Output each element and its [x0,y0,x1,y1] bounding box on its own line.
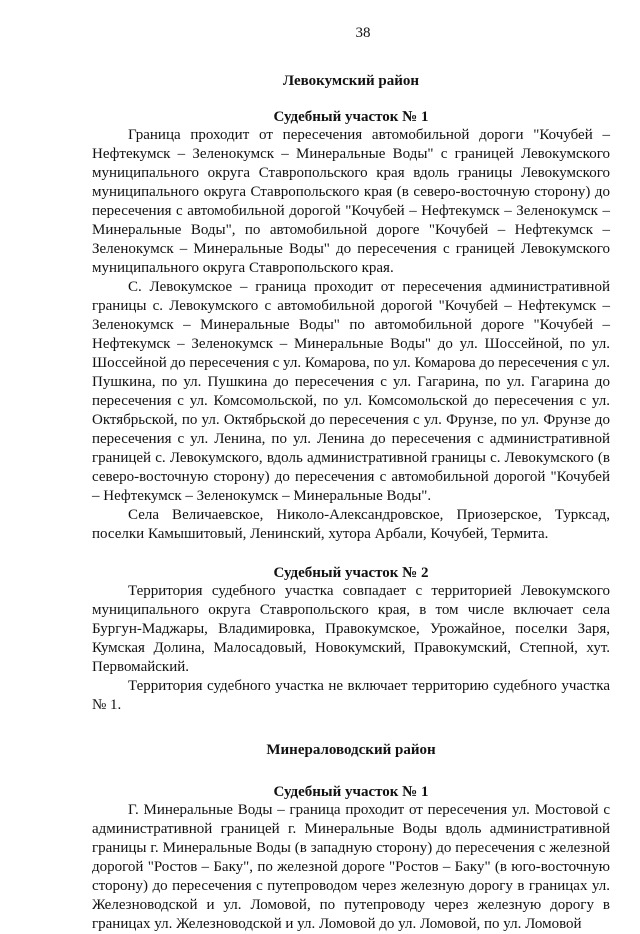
paragraph: Села Величаевское, Николо-Александровское, Приозерское, Турксад, поселки Камышитовый, Ленинский, хутора Арбали, Кочубей, Термита. [92,507,610,542]
paragraph: Г. Минеральные Воды – граница проходит от пересечения ул. Мостовой с административной границей г. Минеральные Воды вдоль административной границы г. Минеральные Воды (в западную сторону) до пересечения с железной дорогой "Ростов – Баку", по железной дороге "Ростов – Баку" (в юго-восточную сторону) до пересечения с путепроводом через железную дорогу в границах ул. Железноводской и ул. Ломовой, по путепроводу через железную дорогу в границах ул. Железноводской и ул. Ломовой до ул. Ломовой, по ул. Ломовой [92,802,610,932]
paragraph: Граница проходит от пересечения автомобильной дороги "Кочубей – Нефтекумск – Зеленокумск – Минеральные Воды" с границей Левокумского муниципального округа Ставропольского края вдоль границы Левокумского муниципального округа Ставропольского края (в северо-восточную сторону) до пересечения с автомобильной дорогой "Кочубей – Нефтекумск – Зеленокумск – Минеральные Воды", по автомобильной дороге "Кочубей – Нефтекумск – Зеленокумск – Минеральные Воды" до пересечения с границей Левокумского муниципального округа Ставропольского края. [92,127,610,276]
plot-heading-mineralovodsky-1: Судебный участок № 1 [273,784,429,800]
plot-heading-levokumsky-2: Судебный участок № 2 [273,565,429,581]
plot-heading-levokumsky-1: Судебный участок № 1 [273,109,429,125]
paragraph: С. Левокумское – граница проходит от пересечения административной границы с. Левокумского с автомобильной дорогой "Кочубей – Нефтекумск – Зеленокумск – Минеральные Воды" по автомобильной дороге "Кочубей – Нефтекумск – Зеленокумск – Минеральные Воды" до ул. Шоссейной, по ул. Шоссейной до пересечения с ул. Комарова, по ул. Комарова до пересечения с ул. Пушкина, по ул. Пушкина до пересечения с ул. Гагарина, по ул. Гагарина до пересечения с ул. Комсомольской, по ул. Комсомольской до пересечения с ул. Октябрьской, по ул. Октябрьской до пересечения с ул. Фрунзе, по ул. Фрунзе до пересечения с ул. Ленина, по ул. Ленина до пересечения с административной границей с. Левокумского, вдоль административной границы с. Левокумского (в северо-восточную сторону) до пересечения с автомобильной дорогой "Кочубей – Нефтекумск – Зеленокумск – Минеральные Воды". [92,279,610,504]
page-number: 38 [355,25,371,41]
document-page [92,24,610,934]
paragraph: Территория судебного участка не включает территорию судебного участка № 1. [92,678,610,713]
paragraph: Территория судебного участка совпадает с территорией Левокумского муниципального округа Ставропольского края, в том числе включает села Бургун-Маджары, Владимировка, Правокумское, Урожайное, поселки Заря, Кумская Долина, Малосадовый, Новокумский, Правокумский, Степной, хут. Первомайский. [92,583,610,675]
district-heading-levokumsky: Левокумский район [282,73,420,89]
district-heading-mineralovodsky: Минераловодский район [266,742,436,758]
